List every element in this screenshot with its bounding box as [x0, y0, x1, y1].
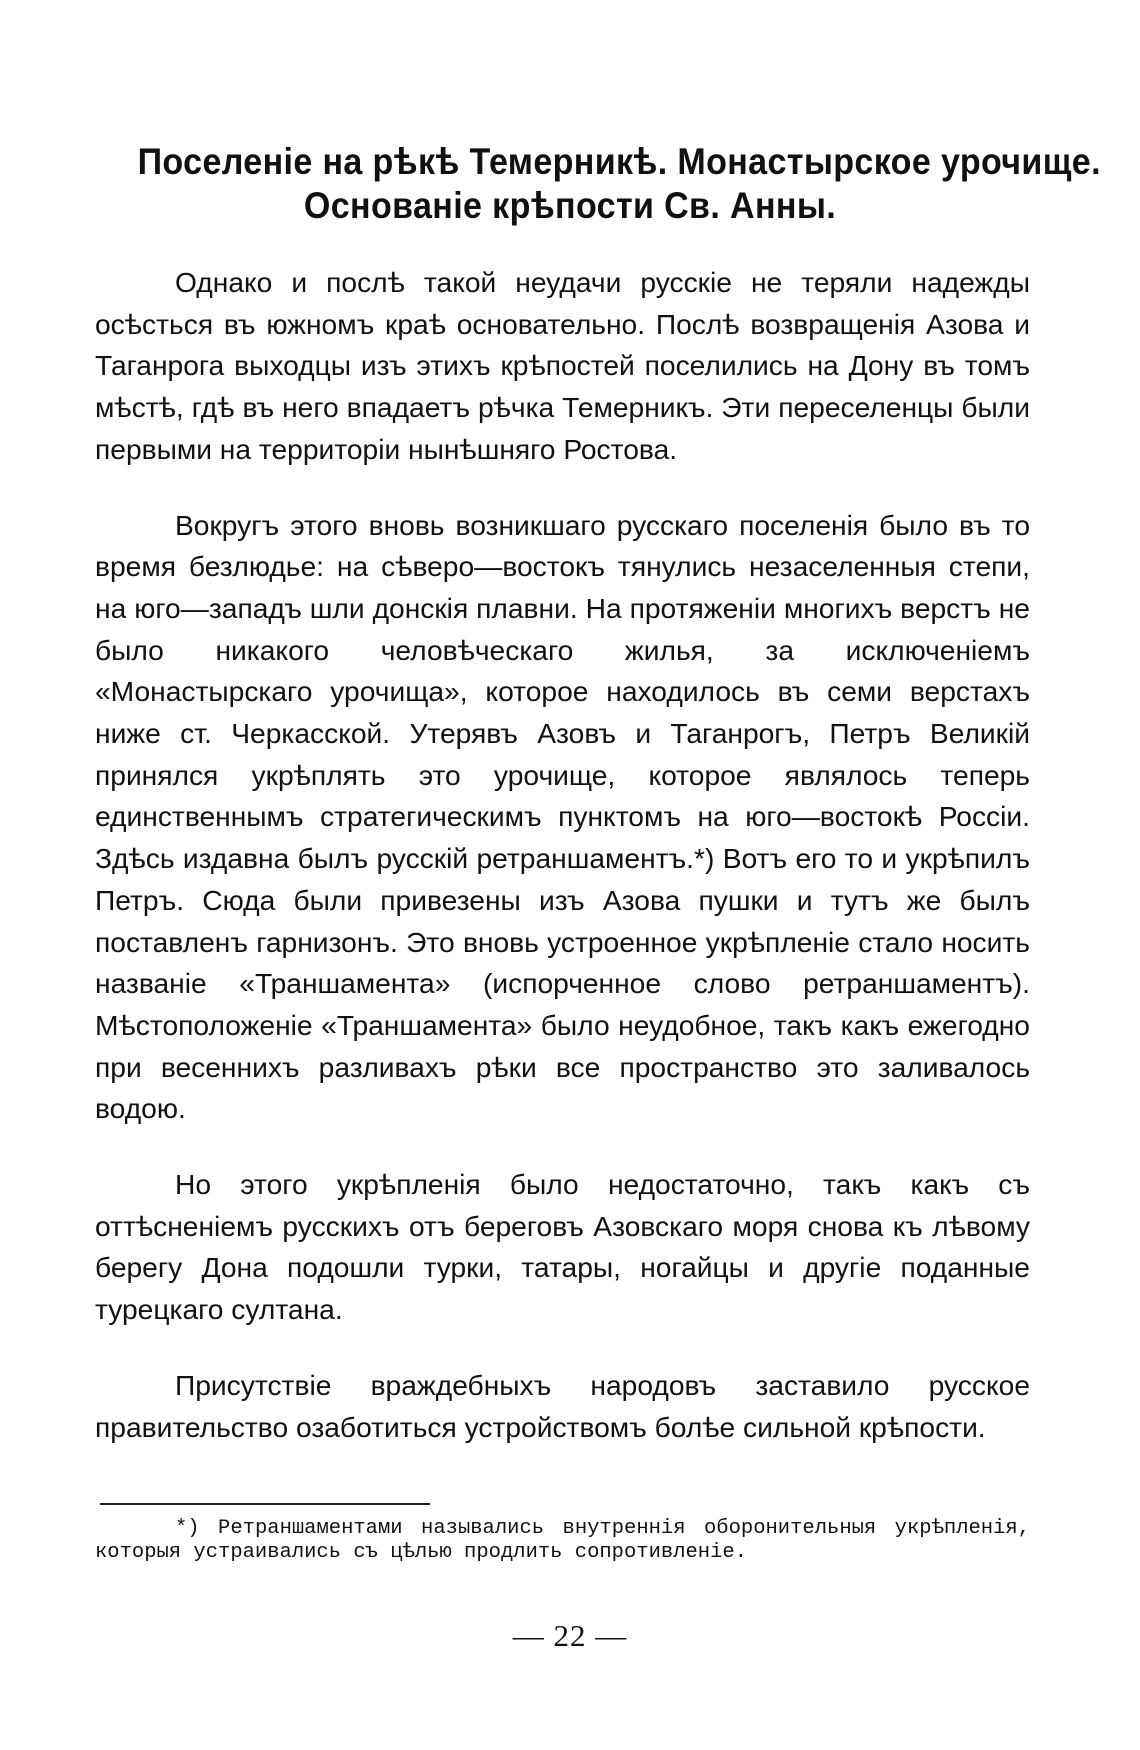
paragraph-4: Присутствіе враждебныхъ народовъ заставило русское правительство озаботиться устройствомъ болѣе сильной крѣпости.: [95, 1368, 1030, 1443]
paragraph-1: Однако и послѣ такой неудачи русскіе не теряли надежды осѣсться въ южномъ краѣ основательно. Послѣ возвращенія Азова и Таганрога выходцы изъ этихъ крѣпостей поселились на Дону въ томъ мѣстѣ, гдѣ въ него впадаетъ рѣчка Темерникъ. Эти переселенцы были первыми на территоріи нынѣшняго Ростова.: [95, 266, 1030, 465]
footnote-divider: [100, 1503, 430, 1505]
page-number: — 22 —: [512, 1618, 628, 1653]
chapter-title-line-1: Поселеніе на рѣкѣ Темерникѣ. Монастырское урочище.: [137, 141, 1101, 182]
footnote: *) Ретраншаментами назывались внутреннія оборонительныя укрѣпленія, которыя устраивались съ цѣлью продлить сопротивленіе.: [95, 1517, 1030, 1564]
body-text: [95, 262, 1030, 1448]
paragraph-2: Вокругъ этого вновь возникшаго русскаго поселенія было въ то время безлюдье: на сѣверо—востокъ тянулись незаселенныя степи, на юго—западъ шли донскія плавни. На протяженіи многихъ верстъ не было никакого человѣческаго жилья, за исключеніемъ «Монастырскаго урочища», которое находилось въ семи верстахъ ниже ст. Черкасской. Утерявъ Азовъ и Таганрогъ, Петръ Великій принялся укрѣплять это урочище, которое являлось теперь единственнымъ стратегическимъ пунктомъ на юго—востокѣ Россіи. Здѣсь издавна былъ русскій ретраншаментъ.*) Вотъ его то и укрѣпилъ Петръ. Сюда были привезены изъ Азова пушки и тутъ же былъ поставленъ гарнизонъ. Это вновь устроенное укрѣпленіе стало носить названіе «Траншамента» (испорченное слово ретраншаментъ). Мѣстоположеніе «Траншамента» было неудобное, такъ какъ ежегодно при весеннихъ разливахъ рѣки все пространство это заливалось водою.: [95, 508, 1030, 1125]
chapter-title: [137, 140, 1101, 228]
chapter-title-line-2: Основаніе крѣпости Св. Анны.: [303, 185, 837, 226]
paragraph-3: Но этого укрѣпленія было недостаточно, такъ какъ съ оттѣсненіемъ русскихъ отъ береговъ Азовскаго моря снова къ лѣвому берегу Дона подошли турки, татары, ногайцы и другіе поданные турецкаго султана.: [95, 1168, 1030, 1326]
